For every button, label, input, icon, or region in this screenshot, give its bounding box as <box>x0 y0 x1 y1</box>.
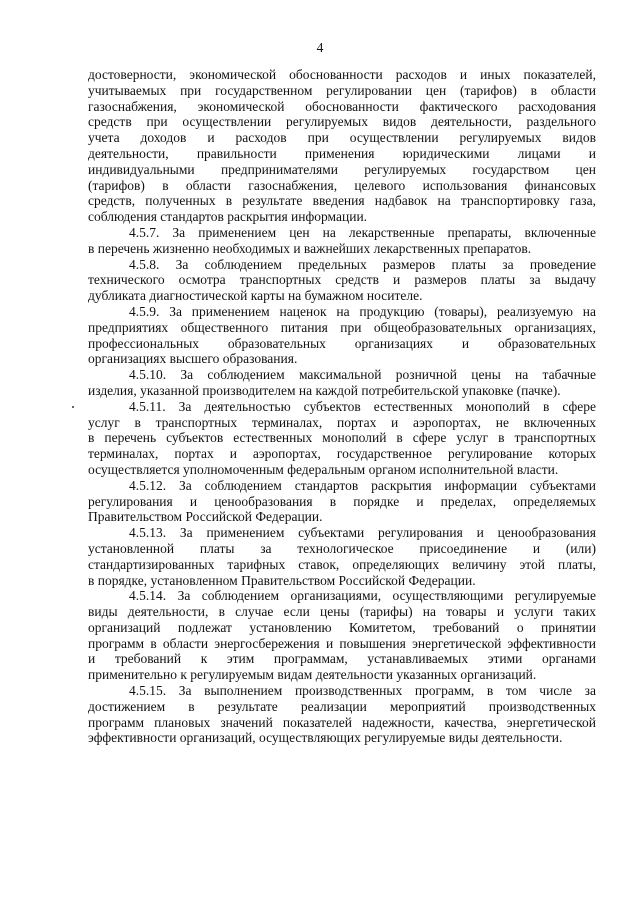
text-line: организаций подлежат установлению Комитетом, требований о принятии <box>88 619 596 635</box>
text-line: программ в области энергосбережения и повышения энергетической эффективности <box>88 635 596 651</box>
text-line: в перечень субъектов естественных монополий в сфере услуг в транспортных <box>88 430 596 446</box>
text-line: достоверности, экономической обоснованности расходов и иных показателей, <box>88 67 596 82</box>
text-line: деятельности, правильности применения юридическими лицами и <box>88 145 596 161</box>
text-line: 4.5.13. За применением субъектами регулирования и ценообразования <box>129 525 596 541</box>
paragraph <box>88 525 596 588</box>
text-line: стандартизированных тарифных ставок, определяющих величину этой платы, <box>88 556 596 572</box>
text-line: учета доходов и расходов при осуществлении регулируемых видов <box>88 130 596 146</box>
text-line: 4.5.11. За деятельностью субъектов естественных монополий в сфере <box>129 398 596 414</box>
text-line: осуществляется уполномоченным федеральным органом исполнительной власти. <box>88 461 559 477</box>
text-line: в порядке, установленном Правительством Российской Федерации. <box>88 572 476 588</box>
text-line: Правительством Российской Федерации. <box>88 509 323 525</box>
text-line: профессиональных образовательных организациях и образовательных <box>88 335 596 351</box>
text-line: технического осмотра транспортных средств и размеров платы за выдачу <box>88 272 596 288</box>
paragraph <box>88 399 596 478</box>
text-line: 4.5.8. За соблюдением предельных размеров платы за проведение <box>129 256 596 272</box>
text-line: достижением в результате реализации мероприятий производственных <box>88 698 596 714</box>
text-line: (тарифов) в области газоснабжения, целевого использования финансовых <box>88 177 596 193</box>
paragraph <box>88 67 596 225</box>
paragraph <box>88 367 596 399</box>
paragraph <box>88 304 596 367</box>
text-line: в перечень жизненно необходимых и важнейших лекарственных препаратов. <box>88 240 532 256</box>
text-line: газоснабжения, экономической обоснованности фактического расходования <box>88 98 596 114</box>
text-line: 4.5.15. За выполнением производственных программ, в том числе за <box>129 683 596 699</box>
text-line: 4.5.10. За соблюдением максимальной розничной цены на табачные <box>129 367 596 383</box>
text-line: соблюдения стандартов раскрытия информации. <box>88 209 368 225</box>
text-line: 4.5.12. За соблюдением стандартов раскрытия информации субъектами <box>129 477 596 493</box>
text-line: предприятиях общественного питания при общеобразовательных организациях, <box>88 319 596 335</box>
paragraph <box>88 588 596 683</box>
text-line: 4.5.7. За применением цен на лекарственные препараты, включенные <box>129 224 596 240</box>
text-line: изделия, указанной производителем на каждой потребительской упаковке (пачке). <box>88 382 561 398</box>
text-line: дубликата диагностической карты на бумажном носителе. <box>88 288 423 304</box>
text-line: учитываемых при государственном регулировании цен (тарифов) в области <box>88 82 596 98</box>
text-line: программ плановых значений показателей надежности, качества, энергетической <box>88 714 596 730</box>
text-line: средств, полученных в результате введения надбавок на транспортировку газа, <box>88 193 596 209</box>
text-line: терминалах, портах и аэропортах, государственное регулирование которых <box>88 446 596 462</box>
text-line: виды деятельности, в случае если цены (тарифы) на товары и услуги таких <box>88 604 596 620</box>
text-line: 4.5.9. За применением наценок на продукцию (товары), реализуемую на <box>129 303 596 319</box>
text-line: 4.5.14. За соблюдением организациями, осуществляющими регулируемые <box>129 588 596 604</box>
paragraph <box>88 257 596 304</box>
text-line: средств при осуществлении регулируемых видов деятельности, раздельного <box>88 114 596 130</box>
text-line: установленной платы за технологическое присоединение и (или) <box>88 540 596 556</box>
paragraph <box>88 225 596 257</box>
text-line: услуг в транспортных терминалах, портах и аэропортах, не включенных <box>88 414 596 430</box>
scan-artifact-dot <box>72 406 74 408</box>
paragraph <box>88 478 596 525</box>
text-line: индивидуальными предпринимателями регулируемых государством цен <box>88 161 596 177</box>
text-line: и требований к этим программам, устанавливаемых этими органами <box>88 651 596 667</box>
text-line: регулирования и ценообразования в порядке и пределах, определяемых <box>88 493 596 509</box>
document-body <box>88 67 596 746</box>
text-line: организациях высшего образования. <box>88 351 298 367</box>
page-number: 4 <box>316 40 324 55</box>
paragraph <box>88 683 596 746</box>
text-line: эффективности организаций, осуществляющих регулируемые виды деятельности. <box>88 730 563 746</box>
text-line: применительно к регулируемым видам деятельности указанных организаций. <box>88 667 537 683</box>
